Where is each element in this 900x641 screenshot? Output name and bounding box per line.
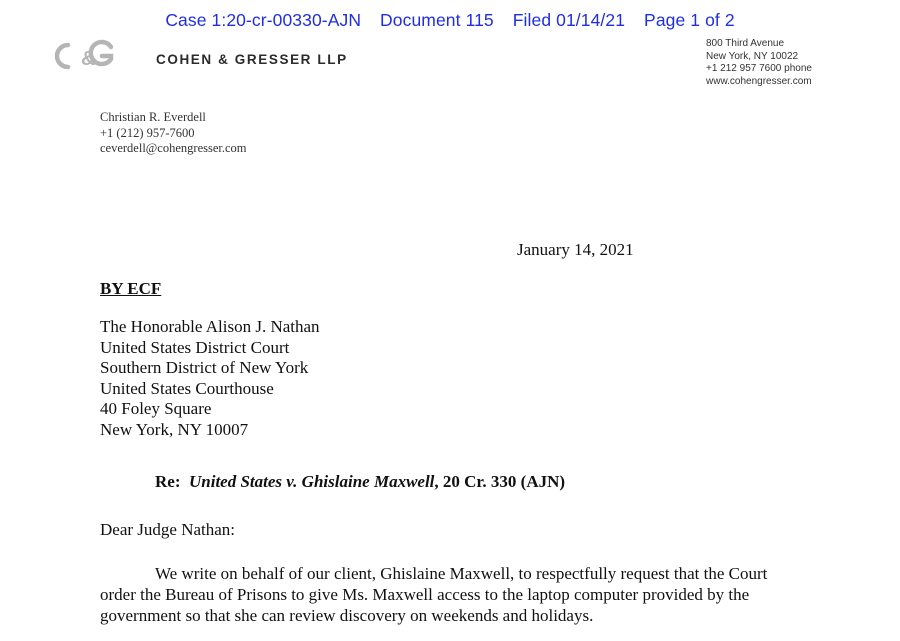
salutation: Dear Judge Nathan: — [100, 520, 236, 539]
svg-text:&: & — [81, 48, 96, 70]
page-indicator: Page 1 of 2 — [644, 10, 735, 30]
court-filing-header — [0, 10, 900, 31]
firm-phone: +1 212 957 7600 phone — [706, 63, 812, 75]
firm-website: www.cohengresser.com — [706, 75, 812, 87]
addressee-line: 40 Foley Square — [100, 399, 212, 419]
addressee-line: United States District Court — [100, 337, 290, 357]
attorney-phone: +1 (212) 957-7600 — [100, 125, 195, 140]
re-line — [155, 472, 565, 492]
re-prefix: Re: — [155, 472, 181, 491]
addressee-line: The Honorable Alison J. Nathan — [100, 317, 320, 336]
firm-address — [706, 38, 812, 88]
body-line: government so that she can review discovery on weekends and holidays. — [100, 606, 594, 625]
firm-logo — [49, 38, 115, 74]
address-street: 800 Third Avenue — [706, 38, 785, 49]
delivery-method: BY ECF — [100, 279, 162, 298]
addressee-line: United States Courthouse — [100, 378, 274, 398]
attorney-name: Christian R. Everdell — [100, 110, 206, 124]
letter-date: January 14, 2021 — [517, 240, 634, 259]
address-city: New York, NY 10022 — [706, 50, 799, 62]
addressee-line: Southern District of New York — [100, 358, 309, 378]
body-paragraph — [100, 563, 767, 626]
body-line: We write on behalf of our client, Ghislaine Maxwell, to respectfully request that the Court — [155, 564, 768, 583]
docket-number: , 20 Cr. 330 (AJN) — [434, 472, 566, 491]
case-name: United States v. Ghislaine Maxwell — [188, 472, 435, 491]
addressee-block — [100, 317, 320, 441]
case-number: Case 1:20-cr-00330-AJN — [165, 10, 362, 30]
attorney-email: ceverdell@cohengresser.com — [100, 141, 247, 155]
document-number: Document 115 — [380, 10, 494, 30]
filed-date: Filed 01/14/21 — [512, 10, 626, 30]
firm-name: COHEN & GRESSER LLP — [156, 52, 348, 67]
body-line: order the Bureau of Prisons to give Ms. Maxwell access to the laptop computer provided by the — [100, 585, 750, 604]
attorney-contact — [100, 110, 247, 157]
addressee-line: New York, NY 10007 — [100, 419, 249, 439]
